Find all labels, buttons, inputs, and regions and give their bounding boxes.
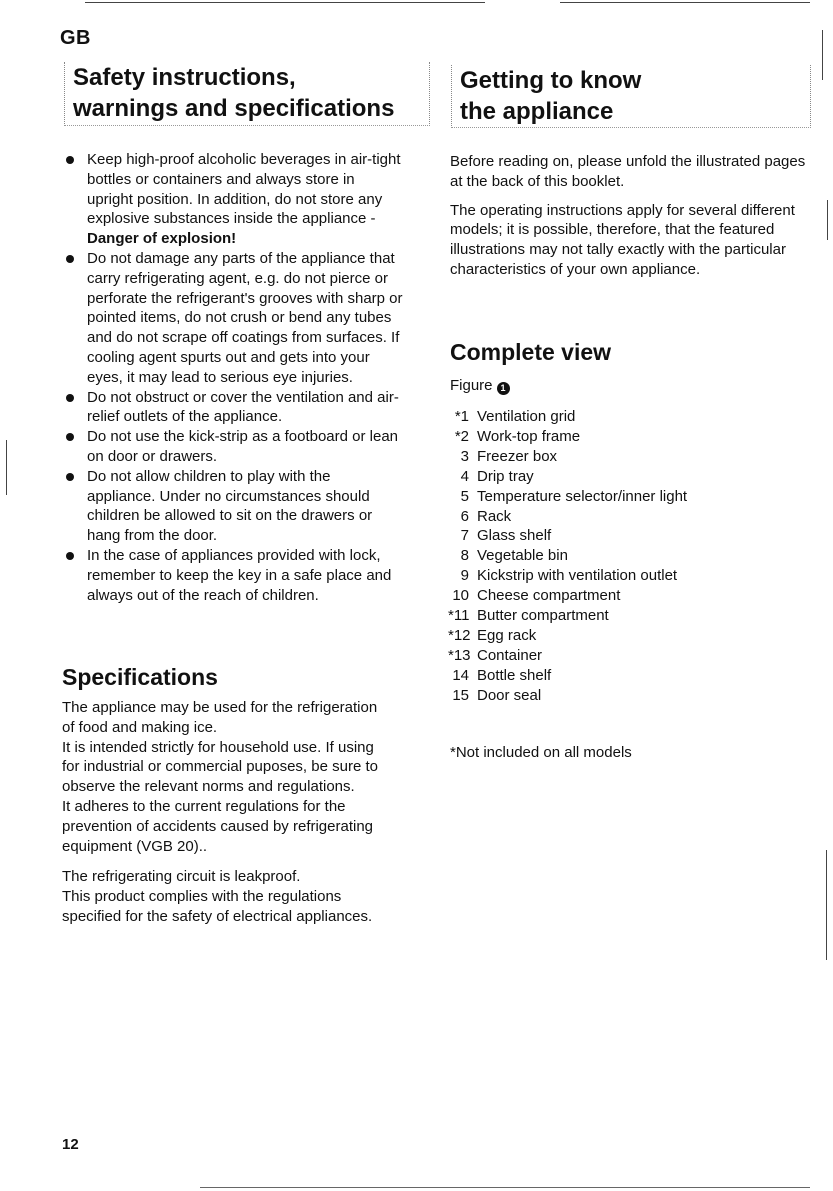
part-number: 10 [452, 587, 469, 605]
specifications-text [62, 698, 392, 927]
complete-view-heading: Complete view [450, 339, 612, 365]
list-item [448, 507, 788, 527]
list-item [448, 666, 788, 686]
part-label: Kickstrip with ventilation outlet [477, 567, 678, 585]
part-number: *11 [448, 607, 470, 625]
list-item [448, 646, 788, 666]
right-edge-mark-2 [827, 200, 828, 240]
part-label: Bottle shelf [477, 666, 552, 684]
part-number: 8 [460, 547, 469, 565]
part-label: Butter compartment [477, 607, 609, 625]
safety-list-column [63, 150, 403, 605]
spec-paragraph: This product complies with the regulations specified for the safety of electrical appliances. [62, 888, 373, 925]
page-number: 12 [62, 1136, 79, 1153]
intro-text [450, 152, 810, 280]
part-number: 6 [460, 507, 469, 525]
danger-warning: Danger of explosion! [87, 230, 237, 248]
list-item [448, 566, 788, 586]
part-number: 14 [452, 666, 469, 684]
top-edge-line-right [560, 2, 810, 3]
part-number: 5 [460, 487, 469, 505]
bullet-text: Do not allow children to play with the appliance. Under no circumstances should children be allowed to sit on the drawers or hang from the door. [87, 467, 373, 545]
safety-bullet [63, 467, 403, 546]
figure-reference [450, 376, 510, 396]
bullet-text: Do not obstruct or cover the ventilation and air-relief outlets of the appliance. [87, 388, 399, 426]
list-item [448, 606, 788, 626]
part-label: Glass shelf [477, 527, 552, 545]
part-label: Work-top frame [477, 427, 581, 445]
footnote: *Not included on all models [450, 744, 632, 761]
bullet-text: In the case of appliances provided with lock, remember to keep the key in a safe place and always out of the reach of children. [87, 546, 392, 604]
part-number: *1 [454, 408, 469, 425]
part-label: Drip tray [477, 467, 534, 485]
safety-bullet [63, 546, 403, 605]
intro-paragraph: The operating instructions apply for several different models; it is possible, therefore, that the featured illustrations may not tally exactly with the particular characteristics of your own appliance. [450, 201, 795, 278]
list-item [448, 586, 788, 606]
bullet-text: Do not use the kick-strip as a footboard or lean on door or drawers. [87, 428, 399, 465]
part-number: *2 [454, 427, 469, 445]
safety-bullet [63, 150, 403, 249]
getting-heading-line1: Getting to know [460, 67, 642, 94]
safety-heading-line2: warnings and specifications [73, 95, 395, 122]
safety-bullet [63, 249, 403, 388]
language-code: GB [60, 27, 91, 49]
bottom-edge-line [200, 1187, 810, 1188]
figure-number-badge: 1 [497, 382, 510, 395]
safety-bullet-list [63, 150, 403, 605]
part-number: 4 [460, 467, 469, 485]
part-label: Rack [477, 507, 512, 525]
list-item [448, 447, 788, 467]
spec-paragraph: The appliance may be used for the refrigeration of food and making ice. [62, 699, 378, 736]
list-item [448, 546, 788, 566]
list-item [448, 526, 788, 546]
spec-paragraph: The refrigerating circuit is leakproof. [62, 868, 301, 886]
part-number: 15 [452, 686, 469, 704]
safety-bullet [63, 388, 403, 428]
part-number: 9 [460, 567, 469, 585]
safety-heading [64, 62, 430, 126]
part-number: *13 [448, 646, 471, 664]
list-item [448, 467, 788, 487]
part-number: 7 [460, 527, 469, 545]
part-label: Container [477, 646, 543, 664]
part-label: Freezer box [477, 447, 558, 465]
part-number: *12 [448, 626, 471, 644]
part-number: 3 [460, 447, 469, 465]
top-edge-line [85, 2, 485, 3]
left-edge-mark [6, 440, 7, 495]
list-item [448, 407, 788, 427]
spec-paragraph: It adheres to the current regulations for the prevention of accidents caused by refrigerating equipment (VGB 20).. [62, 797, 374, 855]
parts-list [448, 407, 788, 706]
list-item [448, 686, 788, 706]
list-item [448, 626, 788, 646]
part-label: Ventilation grid [477, 408, 576, 425]
part-label: Vegetable bin [477, 547, 568, 565]
getting-heading-line2: the appliance [460, 98, 614, 125]
part-label: Door seal [477, 686, 542, 704]
getting-to-know-heading [451, 65, 811, 128]
list-item [448, 487, 788, 507]
spec-paragraph: It is intended strictly for household use. If using for industrial or commercial puposes, be sure to observe the relevant norms and regulations. [62, 738, 378, 796]
safety-heading-line1: Safety instructions, [73, 64, 296, 91]
part-label: Temperature selector/inner light [477, 487, 688, 505]
bullet-text: Keep high-proof alcoholic beverages in air-tight bottles or containers and always store in upright position. In addition, do not store any explosive substances inside the appliance - [87, 151, 401, 228]
right-edge-mark [822, 30, 823, 80]
part-label: Egg rack [477, 626, 537, 644]
bullet-text: Do not damage any parts of the appliance that carry refrigerating agent, e.g. do not pierce or perforate the refrigerant's grooves with sharp or pointed items, do not crush or bend any tubes and do not scrape off coatings from surfaces. If cooling agent spurts out and gets into your eyes, it may lead to serious eye injuries. [87, 249, 403, 386]
part-label: Cheese compartment [477, 587, 621, 605]
list-item [448, 427, 788, 447]
parts-list-column [448, 407, 788, 706]
intro-paragraph: Before reading on, please unfold the illustrated pages at the back of this booklet. [450, 153, 806, 190]
figure-label: Figure [450, 377, 493, 394]
safety-bullet [63, 427, 403, 467]
specifications-heading: Specifications [62, 664, 218, 690]
right-edge-mark-3 [826, 850, 827, 960]
